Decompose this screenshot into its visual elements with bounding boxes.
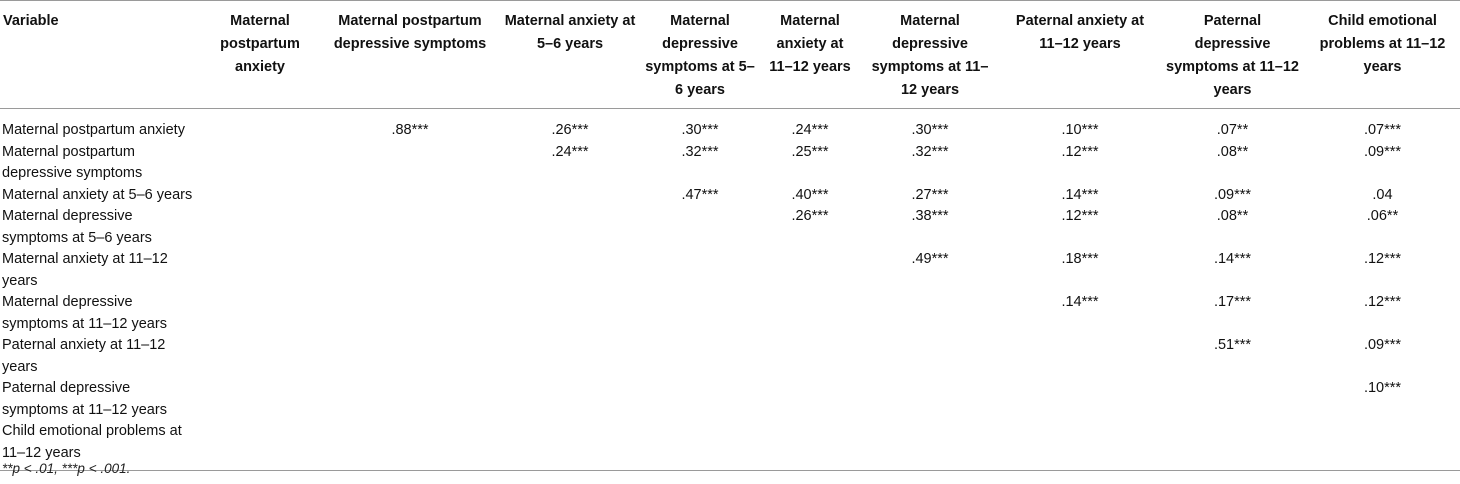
correlation-cell: [200, 378, 320, 421]
correlation-cell: [200, 292, 320, 335]
correlation-cell: [320, 142, 500, 185]
correlation-cell: .09***: [1363, 143, 1402, 160]
correlation-cell: [640, 249, 760, 292]
correlation-cell: .25***: [791, 143, 829, 160]
correlation-cell: [200, 142, 320, 185]
correlation-cell: [200, 249, 320, 292]
correlation-cell: [1305, 421, 1460, 471]
correlation-cell: [760, 378, 860, 421]
correlation-cell: .09***: [1363, 337, 1402, 353]
correlation-cell: [640, 421, 760, 471]
correlation-cell: .12***: [1061, 208, 1099, 224]
correlation-cell: [320, 335, 500, 378]
correlation-cell: .38***: [911, 208, 949, 224]
row-label: Maternal anxiety at 5–6 years: [2, 186, 193, 203]
correlation-cell: .47***: [681, 186, 719, 203]
correlation-cell: [500, 335, 640, 378]
column-header: Child emotional problems at 11–12 years: [1319, 13, 1446, 75]
row-label: Maternal postpartum anxiety: [2, 122, 185, 138]
column-header: Maternal postpartum depressive symptoms: [333, 13, 487, 52]
correlation-cell: .26***: [551, 122, 589, 138]
table-footnote: **p < .01, ***p < .001.: [2, 461, 131, 476]
correlation-cell: .17***: [1213, 294, 1252, 310]
table-row: [0, 249, 1460, 292]
correlation-cell: .30***: [681, 122, 719, 138]
correlation-cell: [320, 421, 500, 471]
correlation-cell: [200, 335, 320, 378]
correlation-cell: [320, 249, 500, 292]
correlation-cell: [200, 206, 320, 249]
correlation-cell: .10***: [1061, 122, 1099, 138]
correlation-cell: [760, 292, 860, 335]
correlation-cell: [640, 378, 760, 421]
correlation-cell: [320, 185, 500, 207]
table-row: [0, 292, 1460, 335]
column-header: Paternal depressive symptoms at 11–12 years: [1166, 13, 1299, 98]
correlation-cell: .24***: [551, 143, 589, 160]
correlation-cell: [200, 421, 320, 471]
correlation-cell: .06**: [1366, 208, 1399, 224]
row-label: Maternal anxiety at 11–12 years: [2, 251, 168, 289]
column-header: Maternal postpartum anxiety: [220, 13, 300, 75]
correlation-cell: [640, 206, 760, 249]
correlation-cell: .24***: [791, 122, 829, 138]
row-label: Maternal depressive symptoms at 11–12 years: [2, 294, 167, 332]
correlation-cell: .88***: [391, 122, 429, 138]
correlation-cell: .07**: [1216, 122, 1249, 138]
table-row: [0, 142, 1460, 185]
correlation-cell: [500, 249, 640, 292]
correlation-cell: [760, 335, 860, 378]
correlation-cell: .32***: [911, 143, 949, 160]
table-row: [0, 421, 1460, 471]
correlation-cell: [320, 378, 500, 421]
table-row: [0, 206, 1460, 249]
correlation-cell: .51***: [1213, 337, 1252, 353]
correlation-cell: .12***: [1363, 294, 1402, 310]
correlation-cell: .10***: [1363, 380, 1402, 396]
correlation-cell: .27***: [911, 186, 949, 203]
correlation-cell: .18***: [1061, 251, 1099, 267]
correlation-cell: [200, 185, 320, 207]
correlation-cell: [1160, 421, 1305, 471]
correlation-cell: [500, 378, 640, 421]
correlation-cell: .26***: [791, 208, 829, 224]
row-label: Child emotional problems at 11–12 years: [2, 423, 182, 461]
correlation-cell: .12***: [1363, 251, 1402, 267]
correlation-cell: .49***: [911, 251, 949, 267]
correlation-cell: [1160, 378, 1305, 421]
correlation-cell: [860, 421, 1000, 471]
correlation-cell: [500, 421, 640, 471]
table-row: [0, 109, 1460, 142]
correlation-cell: [640, 335, 760, 378]
correlation-cell: [860, 335, 1000, 378]
correlation-cell: .07***: [1363, 122, 1402, 138]
table-row: [0, 378, 1460, 421]
correlation-cell: [320, 292, 500, 335]
correlation-cell: [500, 185, 640, 207]
correlation-cell: [1000, 421, 1160, 471]
table-row: [0, 335, 1460, 378]
column-header: Maternal depressive symptoms at 5–6 years: [645, 13, 755, 98]
correlation-cell: [1000, 335, 1160, 378]
column-header: Maternal anxiety at 11–12 years: [769, 13, 851, 75]
correlation-cell: .09***: [1213, 186, 1252, 203]
correlation-cell: .40***: [791, 186, 829, 203]
column-header: Maternal anxiety at 5–6 years: [504, 13, 636, 52]
table-body: [0, 109, 1460, 471]
correlation-cell: [500, 292, 640, 335]
correlation-cell: .14***: [1061, 186, 1099, 203]
correlation-cell: .08**: [1216, 143, 1249, 160]
correlation-cell: [320, 206, 500, 249]
correlation-cell: [860, 292, 1000, 335]
column-header: Maternal depressive symptoms at 11–12 years: [871, 13, 989, 98]
row-label: Paternal depressive symptoms at 11–12 years: [2, 380, 167, 418]
correlation-cell: [200, 109, 320, 142]
table-row: [0, 185, 1460, 207]
correlation-cell: [760, 421, 860, 471]
column-header: Variable: [3, 13, 59, 29]
correlation-cell: [500, 206, 640, 249]
correlation-cell: .12***: [1061, 143, 1099, 160]
correlation-cell: .08**: [1216, 208, 1249, 224]
correlation-cell: .14***: [1213, 251, 1252, 267]
correlation-cell: .14***: [1061, 294, 1099, 310]
header-row: [0, 1, 1460, 109]
correlation-cell: [640, 292, 760, 335]
correlation-cell: [860, 378, 1000, 421]
correlation-cell: .32***: [681, 143, 719, 160]
correlation-cell: .30***: [911, 122, 949, 138]
row-label: Maternal postpartum depressive symptoms: [2, 143, 143, 181]
correlation-cell: .04: [1372, 186, 1393, 203]
correlation-cell: [760, 249, 860, 292]
row-label: Maternal depressive symptoms at 5–6 years: [2, 208, 152, 246]
row-label: Paternal anxiety at 11–12 years: [2, 337, 166, 375]
column-header: Paternal anxiety at 11–12 years: [1015, 13, 1145, 52]
correlation-cell: [1000, 378, 1160, 421]
